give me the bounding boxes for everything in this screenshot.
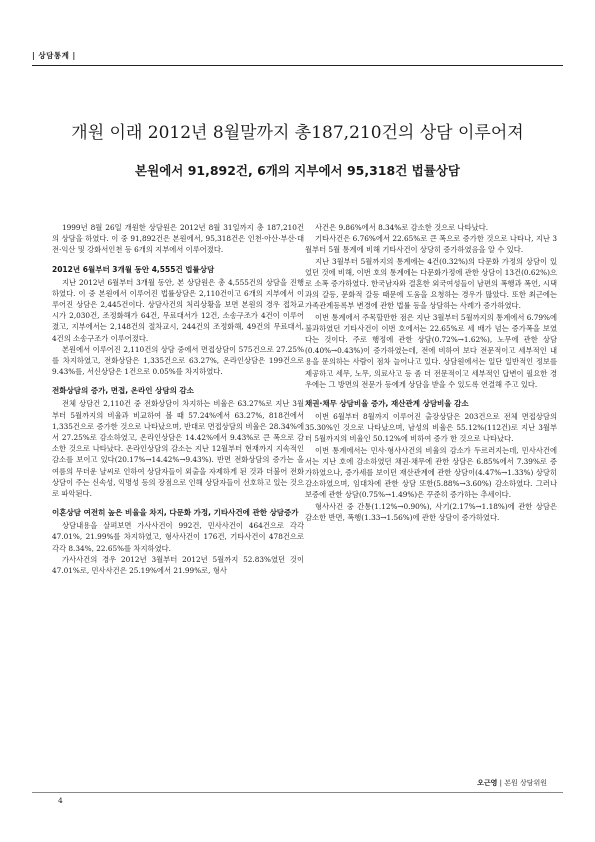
body-paragraph: 전체 상담건 2,110건 중 전화상담이 차지하는 비율은 63.27%로 지난 3월부터 5월까지의 비율과 비교하여 볼 때 57.24%에서 63.27%, 818건에서 1,335건으로 증가한 것으로 나타났으며, 반대로 면접상담의 비율은 28.34%에서 27.25%로 감소하였고, 온라인상담은 14.42%에서 9.43%로 큰 폭으로 감소한 것으로 나타났다. 온라인상담의 감소는 지난 12월부터 현재까지 지속적인 감소를 보이고 있다(20.17%→14.42%→9.43%). 반면 전화상담의 증가는 올 여름의 무더운 날씨로 인하여 상담자들이 외출을 자제하게 된 것과 더불어 전화상담이 주는 신속성, 익명성 등의 장점으로 인해 상담자들이 선호하고 있는 것으로 파악된다. <box>52 399 304 499</box>
body-paragraph: 사건은 9.86%에서 8.34%로 감소한 것으로 나타났다. <box>315 223 489 232</box>
author-affiliation: | 본원 상담위원 <box>499 779 547 787</box>
body-paragraph: 형사사건 중 간통(1.12%→0.90%), 사기(2.17%→1.18%)에 관한 상담은 감소한 반면, 폭행(1.33→1.56%)에 관한 상담이 증가하였다. <box>305 501 557 522</box>
body-paragraph: 지난 3월부터 5월까지의 통계에는 4건(0.32%)의 다문화 가정의 상담이 있었던 것에 비해, 이번 호의 통계에는 다문화가정에 관한 상담이 13건(0.62%)으로 소폭 증가하였다. 한국남자와 결혼한 외국여성들이 남편의 폭행과 폭언, 시댁과의 갈등, 문화적 갈등 때문에 도움을 요청하는 경우가 많았다. 또한 최근에는 가족관계등록부 변경에 관한 법률 등을 상담하는 사례가 증가하였다. <box>305 256 557 311</box>
article-subtitle: 본원에서 91,892건, 6개의 지부에서 95,318건 법률상담 <box>135 163 460 178</box>
author-name: 오근영 <box>477 779 498 787</box>
section-heading: 이혼상담 여전히 높은 비율을 차지, 다문화 가정, 기타사건에 관한 상담증가 <box>52 508 299 518</box>
body-paragraph: 지난 2012년 6월부터 3개월 동안, 본 상담원은 총 4,555건의 상담을 진행하였다. 이 중 본원에서 이루어진 법률상담은 2,110건이고 6개의 지부에서 이루어진 상담은 2,445건이다. 상담사건의 처리상황을 보면 본원의 경우 접차교시가 2,030건, 조정화해가 64건, 무료대서가 12건, 소송구조가 4건이 이루어졌고, 지부에서는 2,148건의 절차교시, 244건의 조정화해, 49건의 무료대서, 4건의 소송구조가 이루어졌다. <box>52 277 304 343</box>
body-paragraph: 이번 통계에서 주목할만한 점은 지난 3월부터 5월까지의 통계에서 6.79%에 불과하였던 기타사건이 이번 호에서는 22.65%로 세 배가 넘는 증가폭을 보였다는 것이다. 주로 행정에 관한 상담(0.72%→1.62%), 노무에 관한 상담(0.40%→0.43%)이 증가하였는데, 전에 비하여 보다 전문적이고 세부적인 내용을 문의하는 사람이 점차 늘어나고 있다. 상담원에서는 일단 일반적인 정보를 제공하고 세무, 노무, 의료사고 등 좀 더 전문적이고 세부적인 답변이 필요한 경우에는 그 방면의 전문가 등에게 상담을 받을 수 있도록 연결해 주고 있다. <box>305 312 557 389</box>
header-rule <box>32 65 563 66</box>
section-heading: 채권·채무 상담비율 증가, 재산관계 상담비율 감소 <box>305 399 469 409</box>
footer-rule <box>32 792 563 793</box>
left-column <box>52 222 304 576</box>
body-paragraph: 본원에서 이루어진 2,110건의 상담 중에서 면접상담이 575건으로 27.25%를 차지하였고, 전화상담은 1,335건으로 63.27%, 온라인상담은 199건으로 9.43%를, 서신상담은 1건으로 0.05%를 차지하였다. <box>52 344 304 377</box>
body-paragraph: 상담내용을 살펴보면 가사사건이 992건, 민사사건이 464건으로 각각 47.01%, 21.99%를 차지하였고, 형사사건이 176건, 기타사건이 478건으로 각각 8.34%, 22.65%를 차지하였다. <box>52 521 304 553</box>
body-paragraph: 1999년 8월 26일 개원한 상담원은 2012년 8월 31일까지 총 187,210건의 상담을 하였다. 이 중 91,892건은 본원에서, 95,318건은 인천·아산·부산·대전·익산 및 강화서인천 등 6개의 지부에서 이루어졌다. <box>52 223 304 255</box>
section-heading: 2012년 6월부터 3개월 동안 4,555건 법률상담 <box>52 264 215 274</box>
section-tag: | 상담통계 | <box>32 51 76 60</box>
author-credit <box>477 778 547 788</box>
right-column <box>305 222 557 523</box>
body-paragraph: 기타사건은 6.76%에서 22.65%로 큰 폭으로 증가한 것으로 나타나, 지난 3월부터 5월 통계에 비해 기타사건이 상당히 증가하였음을 알 수 있다. <box>305 234 557 255</box>
body-paragraph: 가사사건의 경우 2012년 3월부터 2012년 5월까지 52.83%였던 것이 47.01%로, 민사사건은 25.19%에서 21.99%로, 형사 <box>52 554 304 576</box>
section-heading: 전화상담의 증가, 면접, 온라인 상담의 감소 <box>52 386 194 396</box>
article-title: 개원 이래 2012년 8월말까지 총187,210건의 상담 이루어져 <box>71 123 524 143</box>
page-number: 4 <box>58 796 63 805</box>
body-paragraph: 이번 6월부터 8월까지 이루어진 출장상담은 203건으로 전체 면접상담의 35.30%인 것으로 나타났으며, 남성의 비율은 55.12%(112건)로 지난 3월부터 5월까지의 비율인 50.12%에 비하여 증가 한 것으로 나타났다. <box>305 412 557 444</box>
body-paragraph: 이번 통계에서는 민사·형사사건의 비율의 감소가 두르러지는데, 민사사건에서는 지난 호에 감소하였던 채권·채무에 관한 상담은 6.85%에서 7.39%로 증가하였으나, 증가세를 보이던 재산관계에 관한 상담이(4.47%→1.33%) 상당히 감소하였으며, 임대차에 관한 상담 또한(5.88%→3.60%) 감소하였다. 그러나 보증에 관한 상담(0.75%→1.49%)은 꾸준히 증가하는 추세이다. <box>305 445 557 500</box>
